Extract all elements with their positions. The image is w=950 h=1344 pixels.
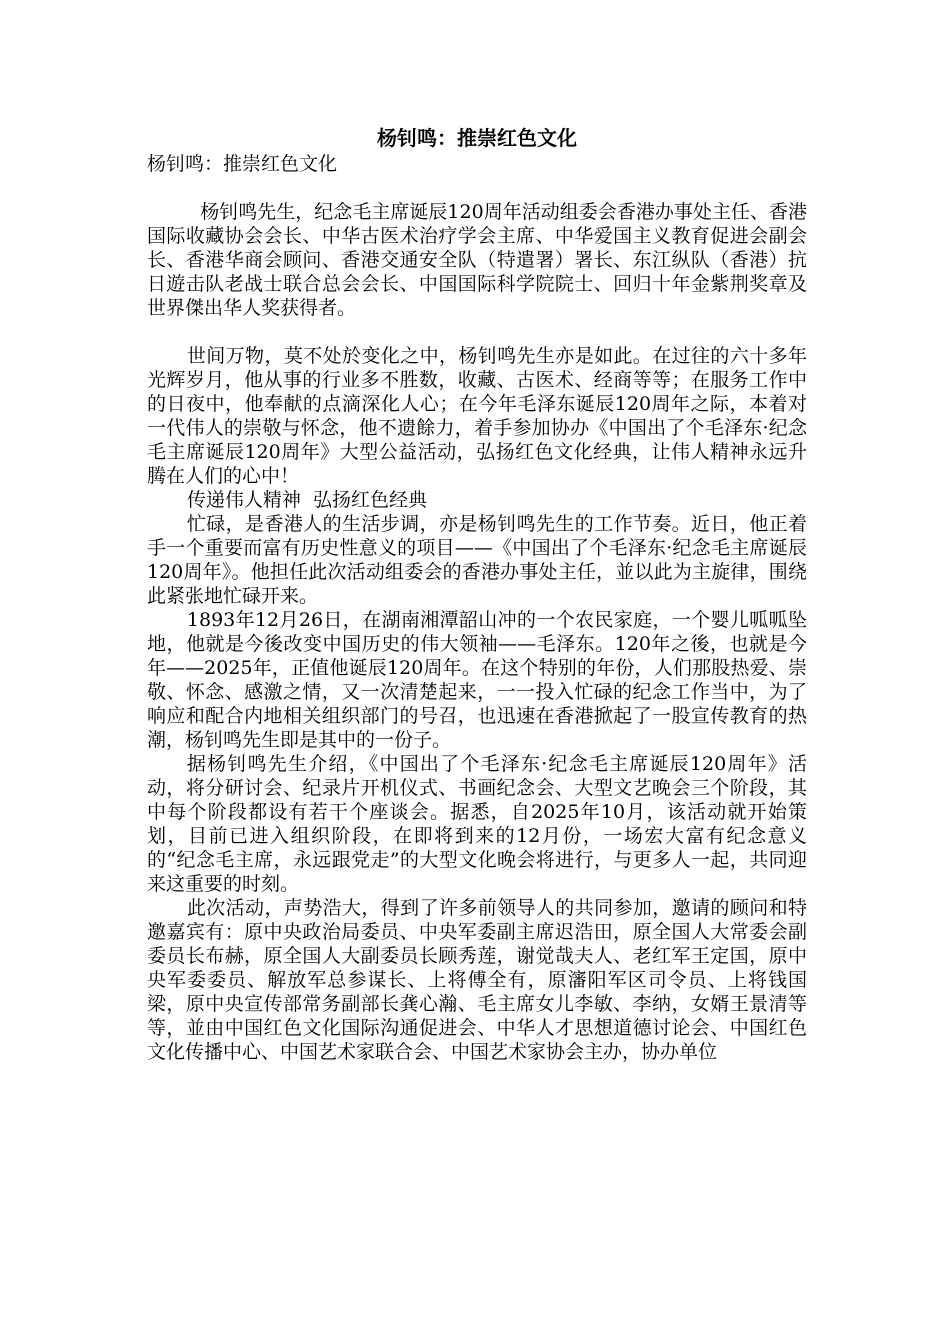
body-paragraph-3: 1893年12月26日，在湖南湘潭韶山冲的一个农民家庭，一个婴儿呱呱坠地，他就是今後改变中国历史的伟大领袖——毛泽东。120年之後，也就是今年——2025年，正值他诞辰120周年。在这个特别的年份，人们那股热爱、崇敬、怀念、感激之情，又一次清楚起来，一一投入忙碌的纪念工作当中，为了响应和配合内地相关组织部门的号召，也迅速在香港掀起了一股宣传教育的热潮，杨钊鸣先生即是其中的一份子。	[147, 609, 807, 751]
intro-paragraph: 杨钊鸣先生，纪念毛主席诞辰120周年活动组委会香港办事处主任、香港国际收藏协会会长、中华古医术治疗学会主席、中华爱国主义教育促进会副会长、香港华商会顾问、香港交通安全队（特遣署）署长、东江纵队（香港）抗日遊击队老战士联合总会会长、中国国际科学院院士、回归十年金紫荆奖章及世界傑出华人奖获得者。	[147, 201, 807, 319]
blank-line	[147, 176, 807, 200]
body-paragraph-1: 世间万物，莫不处於变化之中，杨钊鸣先生亦是如此。在过往的六十多年光辉岁月，他从事的行业多不胜数，收藏、古医术、经商等等；在服务工作中的日夜中，他奉献的点滴深化人心；在今年毛泽东诞辰120周年之际，本着对一代伟人的崇敬与怀念，他不遗餘力，着手参加协办《中国出了个毛泽东·纪念毛主席诞辰120周年》大型公益活动，弘扬红色文化经典，让伟人精神永远升腾在人们的心中！	[147, 345, 807, 487]
document-title: 杨钊鸣：推崇红色文化	[377, 126, 577, 150]
section-heading: 传递伟人精神 弘扬红色经典	[186, 489, 427, 511]
body-paragraph-2: 忙碌，是香港人的生活步调，亦是杨钊鸣先生的工作节奏。近日，他正着手一个重要而富有历史性意义的项目——《中国出了个毛泽东·纪念毛主席诞辰120周年》。他担任此次活动组委会的香港办事处主任，並以此为主旋律，围绕此紧张地忙碌开来。	[147, 513, 807, 607]
blank-line	[147, 320, 807, 344]
body-paragraph-4: 据杨钊鸣先生介绍，《中国出了个毛泽东·纪念毛主席诞辰120周年》活动，将分研讨会、纪录片开机仪式、书画纪念会、大型文艺晚会三个阶段，其中每个阶段都设有若干个座谈会。据悉，自2025年10月，该活动就开始策划，目前已进入组织阶段，在即将到来的12月份，一场宏大富有纪念意义的“纪念毛主席，永远跟党走”的大型文化晚会将进行，与更多人一起，共同迎来这重要的时刻。	[147, 753, 807, 895]
document-page	[147, 124, 807, 1064]
document-subtitle: 杨钊鸣：推崇红色文化	[147, 153, 338, 175]
body-paragraph-5: 此次活动，声势浩大，得到了许多前领导人的共同参加，邀请的顾问和特邀嘉宾有：原中央政治局委员、中央军委副主席迟浩田，原全国人大常委会副委员长布赫，原全国人大副委员长顾秀莲，谢觉哉夫人、老红军王定国，原中央军委委员、解放军总参谋长、上将傅全有，原瀋阳军区司令员、上将钱国梁，原中央宣传部常务副部长龚心瀚、毛主席女儿李敏、李纳，女婿王景清等等，並由中国红色文化国际沟通促进会、中华人才思想道德讨论会、中国红色文化传播中心、中国艺术家联合会、中国艺术家协会主办，协办单位	[147, 897, 807, 1063]
